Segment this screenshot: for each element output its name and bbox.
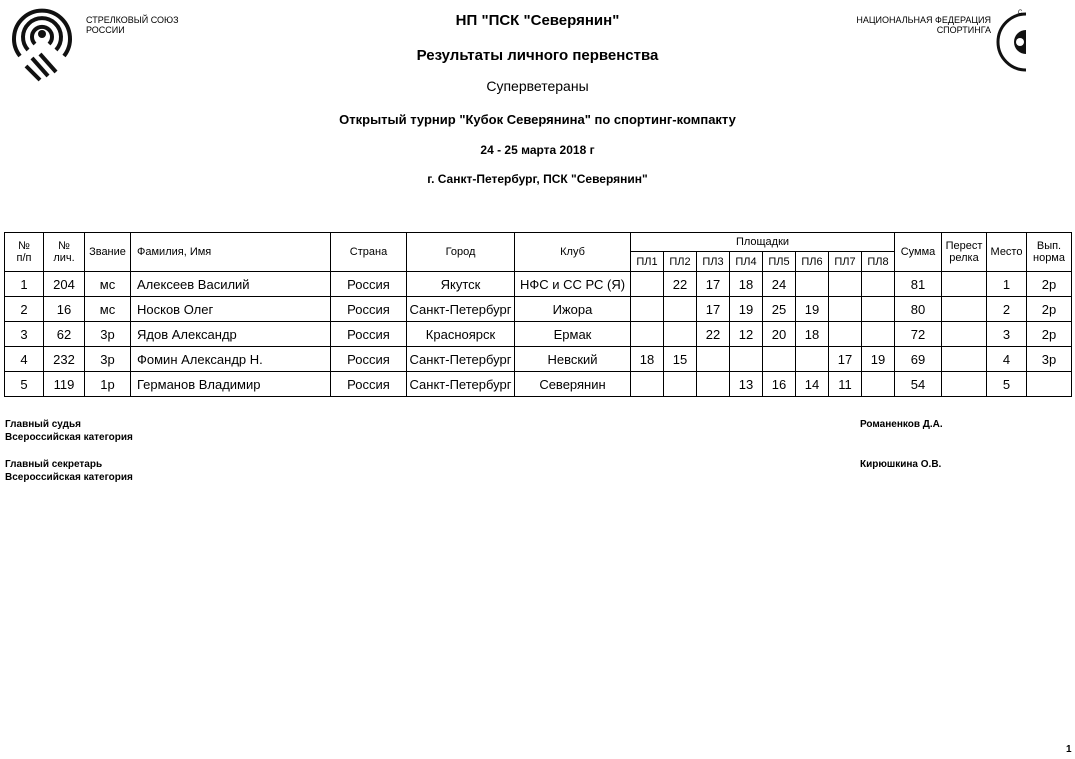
cell-pl5: 25 [763,297,796,322]
cell-license: 16 [44,297,85,322]
col-header-num [5,233,44,272]
col-header-pl1: ПЛ1 [631,252,664,272]
col-header-license-line-2: лич. [53,252,75,264]
cell-name: Фомин Александр Н. [131,347,331,372]
cell-country: Россия [331,322,407,347]
col-header-shootoff [942,233,987,272]
cell-pl5: 20 [763,322,796,347]
cell-pl8 [862,297,895,322]
col-header-club: Клуб [515,233,631,272]
cell-num: 2 [5,297,44,322]
cell-num: 5 [5,372,44,397]
results-table [4,232,1072,397]
cell-pl2 [664,322,697,347]
col-header-place: Место [987,233,1027,272]
cell-pl3: 22 [697,322,730,347]
cell-pl1 [631,372,664,397]
cell-pl4 [730,347,763,372]
right-org-line-2: СПОРТИНГА [936,25,991,35]
cell-name: Ядов Александр [131,322,331,347]
cell-sum: 81 [895,272,942,297]
cell-pl7: 11 [829,372,862,397]
cell-city: Якутск [407,272,515,297]
col-header-norm-line-1: Вып. [1036,240,1062,252]
cell-club: Ермак [515,322,631,347]
col-header-name: Фамилия, Имя [131,233,331,272]
table-row [5,272,1072,297]
cell-pl7 [829,322,862,347]
left-org-line-2: РОССИИ [86,25,125,35]
cell-place: 2 [987,297,1027,322]
cell-rank: 1р [85,372,131,397]
cell-norm: 2р [1027,322,1072,347]
cell-pl1 [631,297,664,322]
cell-shootoff [942,347,987,372]
cell-sum: 54 [895,372,942,397]
cell-pl1 [631,322,664,347]
table-row [5,347,1072,372]
cell-sum: 69 [895,347,942,372]
cell-city: Санкт-Петербург [407,347,515,372]
col-header-rank: Звание [85,233,131,272]
chief-secretary-block [5,458,133,484]
chief-judge-block [5,418,133,444]
cell-name: Носков Олег [131,297,331,322]
cell-license: 232 [44,347,85,372]
cell-pl1 [631,272,664,297]
cell-pl6 [796,347,829,372]
table-row [5,322,1072,347]
page-number: 1 [1066,744,1072,755]
col-header-norm [1027,233,1072,272]
col-header-shootoff-line-1: Перест [945,240,983,252]
cell-club: Ижора [515,297,631,322]
col-header-city: Город [407,233,515,272]
cell-license: 204 [44,272,85,297]
cell-club: Северянин [515,372,631,397]
cell-sum: 80 [895,297,942,322]
cell-license: 62 [44,322,85,347]
cell-pl4: 18 [730,272,763,297]
cell-pl6 [796,272,829,297]
col-header-license-line-1: № [58,240,70,252]
cell-pl8: 19 [862,347,895,372]
cell-country: Россия [331,297,407,322]
cell-pl2 [664,372,697,397]
cell-country: Россия [331,347,407,372]
cell-name: Алексеев Василий [131,272,331,297]
chief-judge-category: Всероссийская категория [5,432,133,443]
col-header-norm-line-2: норма [1033,252,1065,264]
cell-rank: мс [85,272,131,297]
cell-pl2: 15 [664,347,697,372]
cell-sum: 72 [895,322,942,347]
col-header-pl2: ПЛ2 [664,252,697,272]
cell-city: Красноярск [407,322,515,347]
right-org-line-1: НАЦИОНАЛЬНАЯ ФЕДЕРАЦИЯ [856,15,991,25]
col-header-pl3: ПЛ3 [697,252,730,272]
cell-pl6: 18 [796,322,829,347]
cell-shootoff [942,272,987,297]
tournament-venue: г. Санкт-Петербург, ПСК "Северянин" [427,172,648,186]
cell-rank: 3р [85,322,131,347]
cell-name: Германов Владимир [131,372,331,397]
cell-pl6: 14 [796,372,829,397]
cell-license: 119 [44,372,85,397]
cell-pl1: 18 [631,347,664,372]
cell-pl4: 12 [730,322,763,347]
cell-city: Санкт-Петербург [407,372,515,397]
chief-secretary-category: Всероссийская категория [5,472,133,483]
cell-pl8 [862,372,895,397]
category-label: Суперветераны [486,78,589,94]
cell-place: 3 [987,322,1027,347]
cell-pl8 [862,272,895,297]
cell-pl4: 13 [730,372,763,397]
cell-shootoff [942,372,987,397]
cell-rank: 3р [85,347,131,372]
cell-num: 3 [5,322,44,347]
tournament-dates: 24 - 25 марта 2018 г [480,143,595,157]
svg-text:C: C [1018,10,1023,16]
cell-place: 5 [987,372,1027,397]
cell-country: Россия [331,272,407,297]
col-header-pl7: ПЛ7 [829,252,862,272]
cell-pl2: 22 [664,272,697,297]
cell-rank: мс [85,297,131,322]
cell-pl8 [862,322,895,347]
col-header-license [44,233,85,272]
cell-pl7 [829,272,862,297]
cell-norm: 3р [1027,347,1072,372]
cell-pl7 [829,297,862,322]
cell-country: Россия [331,372,407,397]
cell-place: 1 [987,272,1027,297]
col-header-shootoff-line-2: релка [949,252,979,264]
chief-secretary-title: Главный секретарь [5,459,103,470]
cell-pl5 [763,347,796,372]
cell-norm: 2р [1027,297,1072,322]
cell-shootoff [942,297,987,322]
cell-pl7: 17 [829,347,862,372]
tournament-name: Открытый турнир "Кубок Северянина" по спортинг-компакту [339,112,736,127]
chief-judge-name: Романенков Д.А. [860,419,943,430]
cell-pl4: 19 [730,297,763,322]
cell-place: 4 [987,347,1027,372]
table-row [5,372,1072,397]
cell-num: 1 [5,272,44,297]
org-title: НП "ПСК "Северянин" [455,12,620,29]
left-org-line-1: СТРЕЛКОВЫЙ СОЮЗ [86,15,179,25]
cell-num: 4 [5,347,44,372]
cell-club: Невский [515,347,631,372]
col-header-num-line-1: № [18,240,30,252]
chief-secretary-name: Кирюшкина О.В. [860,459,942,470]
cell-pl3: 17 [697,297,730,322]
cell-pl6: 19 [796,297,829,322]
cell-pl2 [664,297,697,322]
chief-judge-title: Главный судья [5,419,81,430]
table-row [5,297,1072,322]
cell-club: НФС и СС РС (Я) [515,272,631,297]
report-title: Результаты личного первенства [416,47,659,64]
cell-norm [1027,372,1072,397]
cell-pl3 [697,347,730,372]
col-header-sum: Сумма [895,233,942,272]
cell-norm: 2р [1027,272,1072,297]
col-header-platforms: Площадки [631,233,895,252]
col-header-pl6: ПЛ6 [796,252,829,272]
col-header-pl4: ПЛ4 [730,252,763,272]
cell-pl5: 16 [763,372,796,397]
col-header-pl5: ПЛ5 [763,252,796,272]
cell-pl5: 24 [763,272,796,297]
col-header-country: Страна [331,233,407,272]
cell-pl3 [697,372,730,397]
cell-city: Санкт-Петербург [407,297,515,322]
cell-pl3: 17 [697,272,730,297]
col-header-num-line-2: п/п [16,252,32,264]
col-header-pl8: ПЛ8 [862,252,895,272]
cell-shootoff [942,322,987,347]
